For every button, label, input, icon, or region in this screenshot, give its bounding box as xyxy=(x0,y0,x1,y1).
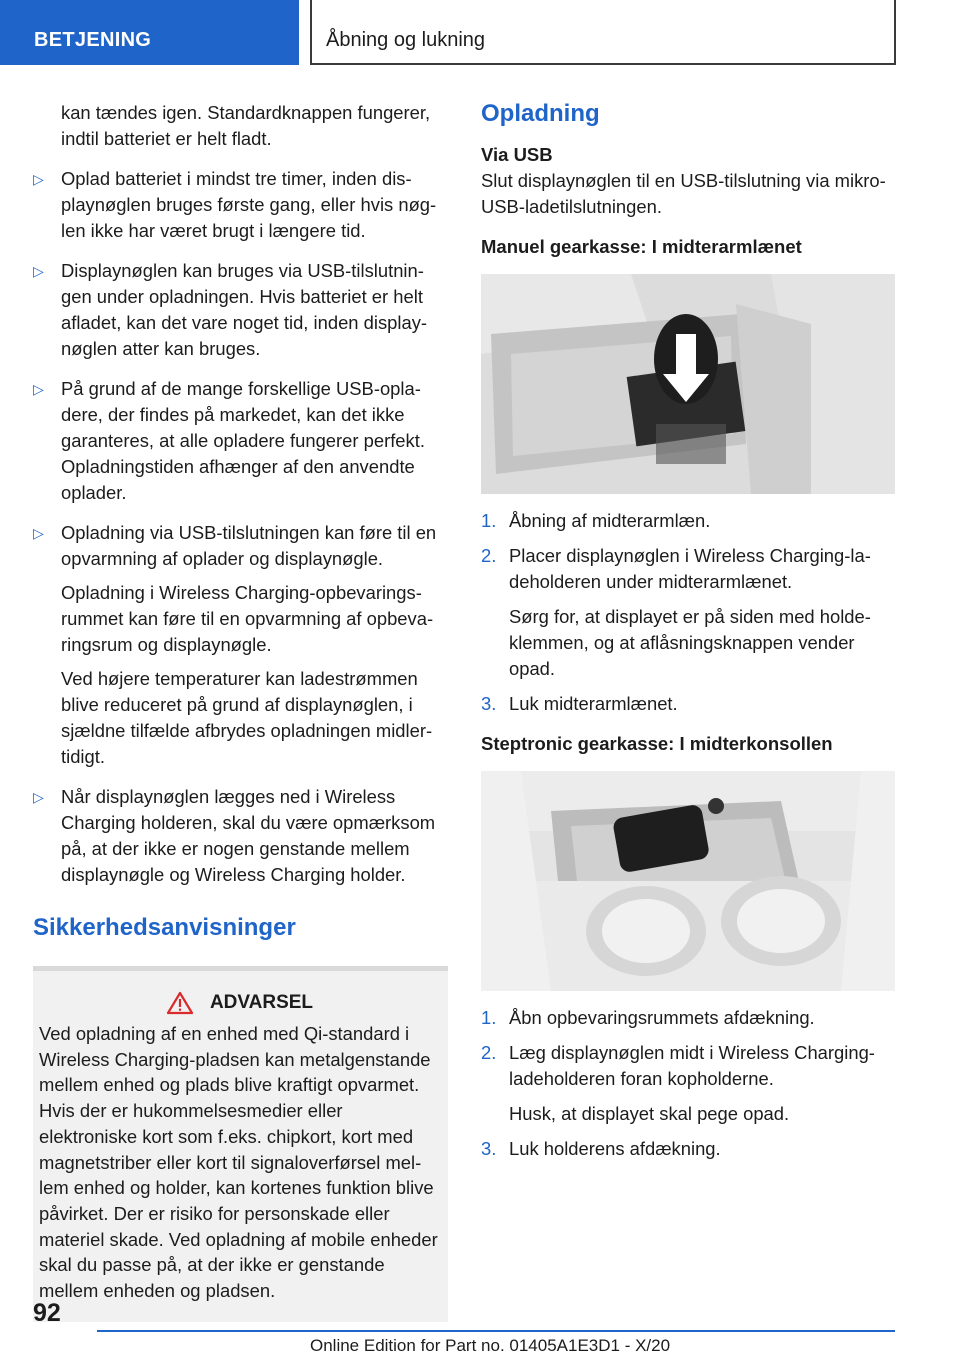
warning-header xyxy=(39,991,440,1015)
footer-edition-text: Online Edition for Part no. 01405A1E3D1 - X/20 xyxy=(310,1336,671,1355)
warning-label: ADVARSEL xyxy=(209,992,314,1013)
sub-paragraph: Opladning i Wireless Charging-opbevaringsrummet kan føre til en opvarmning af opbevaringsrum og displaynøgle. xyxy=(61,582,434,655)
step-number: 2. xyxy=(481,545,497,566)
step-item xyxy=(481,508,895,534)
step-number: 1. xyxy=(481,510,497,531)
bullet-item xyxy=(33,166,448,244)
bullet-text: Displaynøglen kan bruges via USB-tilslutningen under opladningen. Hvis batteriet er helt afladet, kan det vare noget tid, inden displaynøglen atter kan bruges. xyxy=(61,260,428,359)
console-key-photo xyxy=(481,771,895,991)
bullet-arrow-icon: ▷ xyxy=(33,789,44,805)
step-text: Husk, at displayet skal pege opad. xyxy=(509,1103,790,1124)
bullet-text: Oplad batteriet i mindst tre timer, inden displaynøglen bruges første gang, eller hvis nøglen ikke har været brugt i længere tid. xyxy=(61,168,437,241)
sub-paragraph: Ved højere temperaturer kan ladestrømmen blive reduceret på grund af displaynøglen, i sjældne tilfælde afbrydes opladningen midlertidigt. xyxy=(61,668,433,767)
step-text: Læg displaynøglen midt i Wireless Charging-ladeholderen foran kopholderne. xyxy=(509,1042,875,1089)
bullet-arrow-icon: ▷ xyxy=(33,525,44,541)
step-text: Åbn opbevaringsrummets afdækning. xyxy=(509,1007,815,1028)
right-column xyxy=(481,100,895,1171)
step-item xyxy=(481,691,895,717)
bullet-item xyxy=(33,258,448,362)
step-text: Sørg for, at displayet er på siden med holdeklemmen, og at aflåsningsknappen vender opad. xyxy=(509,606,871,679)
header-page-title: Åbning og lukning xyxy=(310,0,896,65)
steptronic-steps-list xyxy=(481,1005,895,1162)
step-number: 3. xyxy=(481,1138,497,1159)
usb-paragraph: Slut displaynøglen til en USB-tilslutning via mikro-USB-ladetilslutningen. xyxy=(481,170,886,217)
bullet-arrow-icon: ▷ xyxy=(33,263,44,279)
bullet-text: Når displaynøglen lægges ned i Wireless Charging holderen, skal du være opmærksom på, at der ikke er nogen genstande mellem displaynøgle og Wireless Charging holder. xyxy=(61,786,436,885)
page-number: 92 xyxy=(33,1299,61,1327)
step-item xyxy=(481,1005,895,1031)
bullet-arrow-icon: ▷ xyxy=(33,381,44,397)
warning-text: Ved opladning af en enhed med Qi-standard i Wireless Charging-pladsen kan metalgenstande mellem enhed og plads blive kraftigt opvarmet. Hvis der er hukommelsesmedier eller elektroniske kort som f.eks. chipkort, kort med magnetstriber eller kort til signaloverførsel mellem enhed og holder, kan kortenes funktion blive påvirket. Der er risiko for personskade eller materiel skade. Ved opladning af mobile enheder skal du passe på, at der ikke er genstande mellem enheden og pladsen. xyxy=(39,1023,438,1302)
footer-divider xyxy=(97,1330,895,1332)
bullet-item xyxy=(33,784,448,888)
step-text: Åbning af midterarmlæn. xyxy=(509,510,711,531)
header-section-label: BETJENING xyxy=(0,0,299,65)
safety-heading: Sikkerhedsanvisninger xyxy=(33,914,296,941)
bullet-text: På grund af de mange forskellige USB-opladere, der findes på markedet, kan det ikke garanteres, at alle opladere fungerer perfekt. Opladningstiden afhænger af den anvendte oplader. xyxy=(61,378,425,503)
step-item xyxy=(481,1136,895,1162)
intro-paragraph: kan tændes igen. Standardknappen fungerer, indtil batteriet er helt fladt. xyxy=(61,102,431,149)
bullet-item xyxy=(33,520,448,572)
steptronic-heading: Steptronic gearkasse: I midterkonsollen xyxy=(481,733,833,754)
step-text: Luk midterarmlænet. xyxy=(509,693,678,714)
step-number: 3. xyxy=(481,693,497,714)
step-text: Placer displaynøglen i Wireless Charging-ladeholderen under midterarmlænet. xyxy=(509,545,871,592)
manual-gearbox-heading: Manuel gearkasse: I midterarmlænet xyxy=(481,236,802,257)
warning-box xyxy=(33,966,448,1322)
charging-heading: Opladning xyxy=(481,100,600,127)
bullet-arrow-icon: ▷ xyxy=(33,171,44,187)
step-text: Luk holderens afdækning. xyxy=(509,1138,721,1159)
bullet-item xyxy=(33,376,448,506)
left-column xyxy=(33,100,448,1322)
usb-heading: Via USB xyxy=(481,144,553,165)
warning-triangle-icon xyxy=(166,991,194,1015)
step-item xyxy=(481,1101,895,1127)
manual-steps-list xyxy=(481,508,895,717)
bullet-text: Opladning via USB-tilslutningen kan føre til en opvarmning af oplader og displaynøgle. xyxy=(61,522,437,569)
step-item xyxy=(481,543,895,595)
step-item xyxy=(481,604,895,682)
step-number: 1. xyxy=(481,1007,497,1028)
armrest-key-photo xyxy=(481,274,895,494)
step-item xyxy=(481,1040,895,1092)
step-number: 2. xyxy=(481,1042,497,1063)
